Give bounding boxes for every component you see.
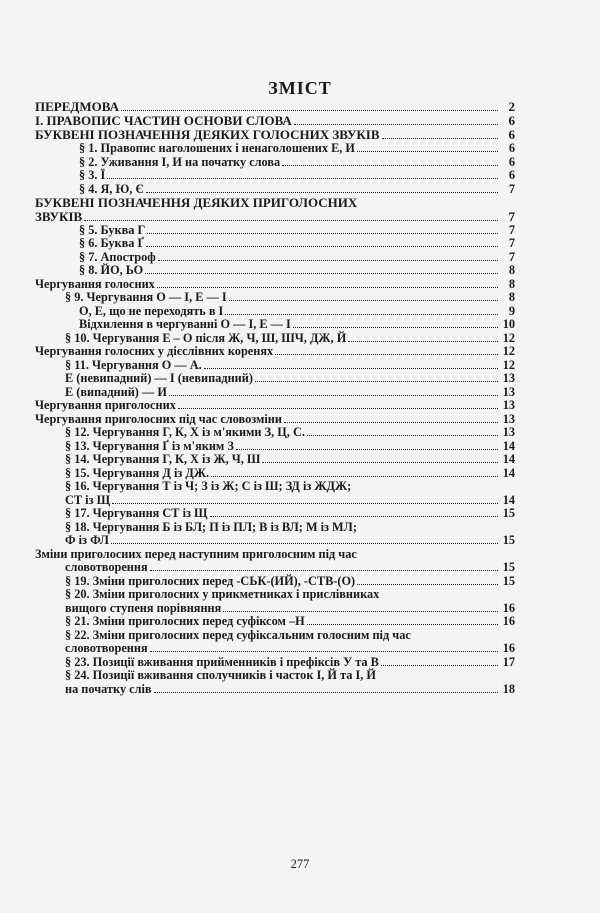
page-title: ЗМІСТ xyxy=(268,78,332,98)
dot-leader xyxy=(204,368,498,369)
dot-leader xyxy=(348,341,498,342)
toc-entry-page: 9 xyxy=(508,303,515,318)
toc-entry[interactable] xyxy=(35,440,515,454)
toc-entry-title: § 23. Позиції вживання прийменників і префіксів У та В xyxy=(65,654,379,669)
toc-entry-title: вищого ступеня порівняння xyxy=(65,600,222,615)
toc-entry-continued[interactable]: § 18. Чергування Б із БЛ; П із ПЛ; В із ВЛ; М із МЛ; xyxy=(65,519,357,534)
toc-entry[interactable] xyxy=(35,575,515,589)
toc-entry-page: 14 xyxy=(502,438,515,453)
dot-leader xyxy=(307,624,498,625)
toc-entry-page: 17 xyxy=(502,654,515,669)
toc-entry-title: § 14. Чергування Г, К, Х із Ж, Ч, Ш xyxy=(65,452,261,466)
toc-entry[interactable] xyxy=(35,372,515,386)
dot-leader xyxy=(158,260,498,261)
toc-entry[interactable] xyxy=(35,602,515,616)
toc-entry-title: § 11. Чергування О — А. xyxy=(65,357,202,372)
toc-entry-page: 7 xyxy=(508,181,515,196)
toc-entry-page: 6 xyxy=(508,154,515,169)
dot-leader xyxy=(150,651,498,652)
toc-entry-title: Ф із ФЛ xyxy=(65,533,109,547)
toc-entry-title: СТ із Щ xyxy=(65,492,111,507)
toc-entry-title: § 2. Уживання І, И на початку слова xyxy=(79,154,281,169)
dot-leader xyxy=(154,692,498,693)
toc-entry-page: 15 xyxy=(502,506,515,520)
dot-leader xyxy=(225,314,498,315)
toc-entry-title: § 8. ЙО, ЬО xyxy=(79,263,144,277)
toc-entry[interactable] xyxy=(35,359,515,373)
toc-entry-title: І. ПРАВОПИС ЧАСТИН ОСНОВИ СЛОВА xyxy=(35,113,292,128)
dot-leader xyxy=(147,233,498,234)
dot-leader xyxy=(84,220,498,221)
toc-entry-page: 12 xyxy=(502,357,515,372)
toc-entry-continued[interactable]: Зміни приголосних перед наступним приголосним під час xyxy=(35,546,357,561)
toc-entry[interactable] xyxy=(35,332,515,346)
toc-entry-title: ЗВУКІВ xyxy=(35,208,83,224)
toc-entry-title: § 6. Буква Ґ xyxy=(79,236,144,250)
toc-entry[interactable] xyxy=(35,507,515,521)
toc-entry-title: § 13. Чергування Ґ із м'яким З xyxy=(65,438,234,453)
toc-entry[interactable] xyxy=(35,642,515,656)
toc-entry[interactable] xyxy=(35,467,515,481)
toc-entry-continued[interactable]: § 22. Зміни приголосних перед суфіксальним голосним під час xyxy=(65,627,411,642)
toc-entry-title: Чергування приголосних xyxy=(35,398,176,412)
dot-leader xyxy=(112,503,498,504)
toc-entry-title: БУКВЕНІ ПОЗНАЧЕННЯ ДЕЯКИХ ГОЛОСНИХ ЗВУКІВ xyxy=(35,127,380,142)
toc-entry-page: 13 xyxy=(502,384,515,399)
toc-entry[interactable] xyxy=(35,615,515,629)
dot-leader xyxy=(255,381,498,382)
toc-entry-title: Відхилення в чергуванні О — І, Е — І xyxy=(79,317,291,331)
toc-entry[interactable] xyxy=(35,318,515,332)
toc-entry[interactable] xyxy=(35,210,515,224)
toc-entry-title: § 3. Ї xyxy=(79,168,106,182)
toc-entry-page: 7 xyxy=(508,208,515,224)
toc-entry[interactable] xyxy=(35,114,515,128)
toc-entry[interactable] xyxy=(35,100,515,114)
dot-leader xyxy=(169,395,498,396)
toc-entry-page: 6 xyxy=(508,141,515,155)
dot-leader xyxy=(275,354,498,355)
toc-entry[interactable] xyxy=(35,386,515,400)
toc-entry[interactable] xyxy=(35,156,515,170)
toc-entry-page: 12 xyxy=(502,330,515,345)
toc-entry-page: 16 xyxy=(502,614,515,628)
dot-leader xyxy=(284,422,498,423)
dot-leader xyxy=(223,611,498,612)
dot-leader xyxy=(357,151,498,152)
toc-entry-continued[interactable]: § 24. Позиції вживання сполучників і часток І, Й та І, Й xyxy=(65,668,376,682)
dot-leader xyxy=(157,287,498,288)
toc-entry[interactable] xyxy=(35,453,515,467)
toc-entry-page: 13 xyxy=(502,398,515,412)
dot-leader xyxy=(210,516,498,517)
toc-entry-title: словотворення xyxy=(65,641,148,655)
toc-entry[interactable] xyxy=(35,128,515,142)
toc-entry-page: 12 xyxy=(502,344,515,358)
toc-entry-title: § 7. Апостроф xyxy=(79,249,156,264)
toc-entry-title: ПЕРЕДМОВА xyxy=(35,99,119,114)
toc-entry-page: 8 xyxy=(508,290,515,304)
toc-entry-title: Чергування голосних xyxy=(35,276,155,291)
dot-leader xyxy=(146,192,498,193)
toc-entry-title: § 5. Буква Г xyxy=(79,222,146,237)
toc-entry[interactable] xyxy=(35,494,515,508)
dot-leader xyxy=(121,110,498,111)
toc-entry-title: § 4. Я, Ю, Є xyxy=(79,181,144,196)
toc-entry[interactable] xyxy=(35,683,515,697)
toc-entry-page: 13 xyxy=(502,411,515,426)
dot-leader xyxy=(282,165,498,166)
dot-leader xyxy=(178,408,498,409)
toc-entry[interactable] xyxy=(35,278,515,292)
toc-entry-page: 14 xyxy=(502,492,515,507)
page-number: 277 xyxy=(290,857,310,871)
toc-entry-page: 15 xyxy=(502,533,515,547)
toc-entry-page: 14 xyxy=(502,452,515,466)
toc-entry-continued[interactable]: § 20. Зміни приголосних у прикметниках і прислівниках xyxy=(65,587,380,601)
toc-entry[interactable] xyxy=(35,291,515,305)
toc-entry-page: 13 xyxy=(502,371,515,385)
toc-entry-title: § 19. Зміни приголосних перед -СЬК-(ИЙ), -СТВ-(О) xyxy=(65,573,356,588)
toc-entry[interactable] xyxy=(35,224,515,238)
toc-entry[interactable] xyxy=(35,345,515,359)
toc-entry-title: § 9. Чергування О — І, Е — І xyxy=(65,290,227,304)
dot-leader xyxy=(150,570,498,571)
toc-entry-title: § 10. Чергування Е – О після Ж, Ч, Ш, ШЧ, ДЖ, Й xyxy=(65,330,347,345)
toc-entry-title: § 12. Чергування Г, К, Х із м'якими З, Ц, С. xyxy=(65,425,305,439)
toc-entry[interactable] xyxy=(35,264,515,278)
toc-entry[interactable] xyxy=(35,251,515,265)
toc-entry[interactable] xyxy=(35,183,515,197)
toc-entry-page: 10 xyxy=(502,317,515,331)
toc-entry-page: 8 xyxy=(508,276,515,291)
toc-entry-page: 7 xyxy=(508,236,515,250)
toc-entry[interactable] xyxy=(35,413,515,427)
toc-entry-page: 16 xyxy=(502,600,515,615)
dot-leader xyxy=(262,462,498,463)
toc-entry-title: § 1. Правопис наголошених і ненаголошених Е, И xyxy=(79,141,355,155)
toc-entry-page: 18 xyxy=(502,681,515,696)
toc-entry-continued[interactable]: БУКВЕНІ ПОЗНАЧЕННЯ ДЕЯКИХ ПРИГОЛОСНИХ xyxy=(35,195,358,210)
toc-entry[interactable] xyxy=(35,561,515,575)
toc-entry[interactable] xyxy=(35,169,515,183)
toc-entry[interactable] xyxy=(35,399,515,413)
toc-entry[interactable] xyxy=(35,534,515,548)
toc-entry-page: 7 xyxy=(508,249,515,264)
dot-leader xyxy=(293,327,498,328)
dot-leader xyxy=(229,300,498,301)
toc-entry-page: 6 xyxy=(508,168,515,182)
dot-leader xyxy=(294,124,498,125)
dot-leader xyxy=(381,665,498,666)
dot-leader xyxy=(307,435,498,436)
dot-leader xyxy=(146,246,498,247)
toc-entry-title: § 21. Зміни приголосних перед суфіксом –Н xyxy=(65,614,305,628)
toc-entry-title: Чергування голосних у дієслівних коренях xyxy=(35,344,274,358)
toc-entry-title: Чергування приголосних під час словозміни xyxy=(35,411,282,426)
toc-entry[interactable] xyxy=(35,656,515,670)
toc-entry-page: 14 xyxy=(502,465,515,480)
toc-entry[interactable] xyxy=(35,142,515,156)
dot-leader xyxy=(357,584,498,585)
toc-entry-page: 13 xyxy=(502,425,515,439)
toc-entry-page: 8 xyxy=(508,263,515,277)
toc-entry-page: 16 xyxy=(502,641,515,655)
toc-entry-page: 2 xyxy=(508,99,515,114)
toc-entry-title: Е (випадний) — И xyxy=(65,384,167,399)
toc-entry-title: Е (невипадний) — І (невипадний) xyxy=(65,371,253,385)
toc-entry[interactable] xyxy=(35,426,515,440)
table-of-contents xyxy=(35,100,515,696)
dot-leader xyxy=(236,449,498,450)
toc-entry-title: на початку слів xyxy=(65,681,152,696)
toc-entry-page: 15 xyxy=(502,573,515,588)
toc-entry-title: О, Е, що не переходять в І xyxy=(79,303,224,318)
toc-entry[interactable] xyxy=(35,237,515,251)
toc-entry[interactable] xyxy=(35,305,515,319)
toc-entry-page: 6 xyxy=(508,127,515,142)
toc-entry-page: 6 xyxy=(508,113,515,128)
toc-entry-continued[interactable]: § 16. Чергування Т із Ч; З із Ж; С із Ш; ЗД із ЖДЖ; xyxy=(65,479,352,493)
toc-entry-title: словотворення xyxy=(65,560,148,574)
toc-entry-title: § 17. Чергування СТ із Щ xyxy=(65,506,208,520)
dot-leader xyxy=(145,273,498,274)
toc-entry-page: 7 xyxy=(508,222,515,237)
dot-leader xyxy=(107,178,498,179)
toc-entry-title: § 15. Чергування Д із ДЖ. xyxy=(65,465,210,480)
dot-leader xyxy=(382,138,498,139)
dot-leader xyxy=(111,543,498,544)
toc-entry-page: 15 xyxy=(502,560,515,574)
dot-leader xyxy=(211,476,498,477)
